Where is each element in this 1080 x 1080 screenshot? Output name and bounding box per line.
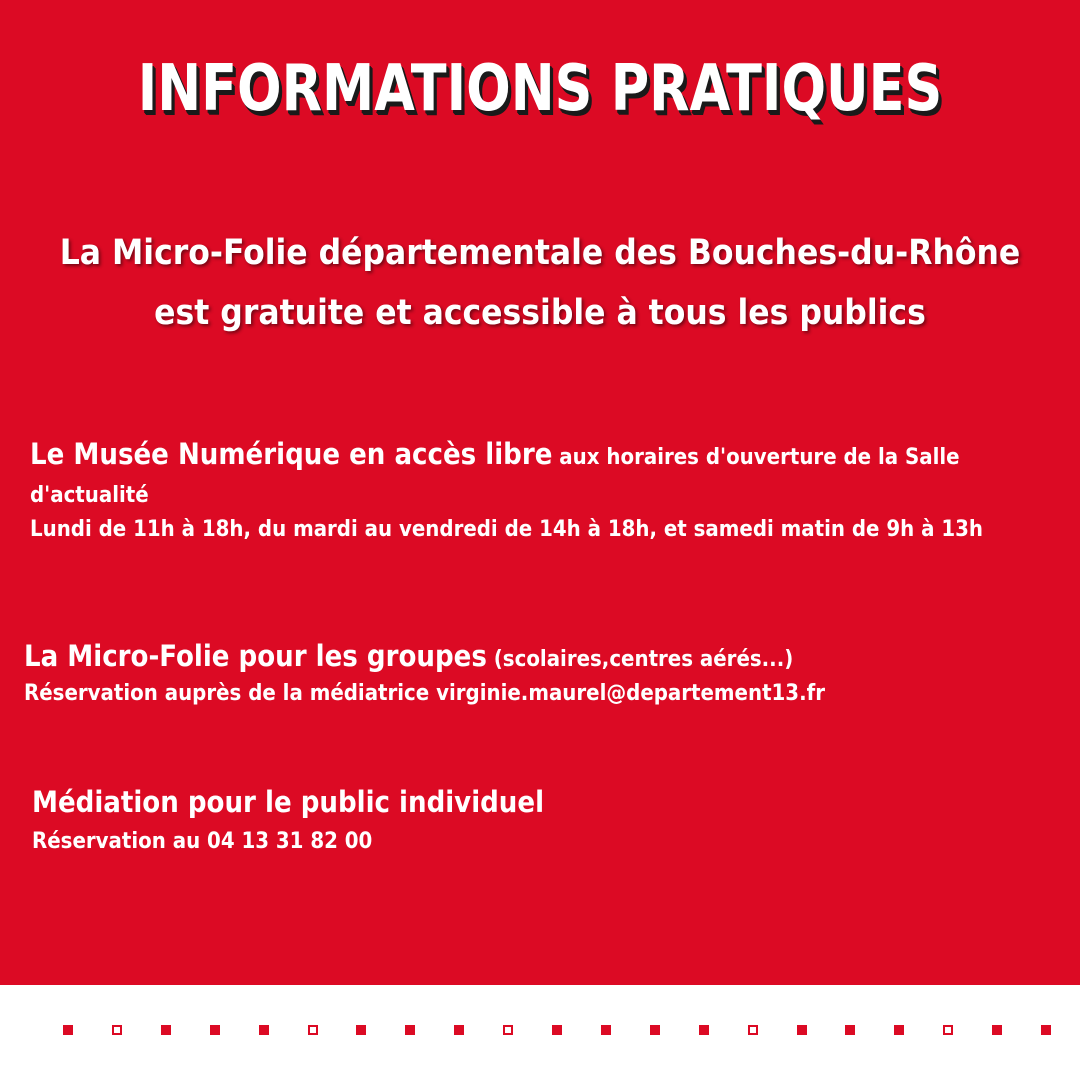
hollow-square-icon	[748, 1025, 758, 1035]
musee-detail-continued: d'actualité	[30, 483, 149, 508]
intro-line-2: est gratuite et accessible à tous les publics	[154, 293, 926, 333]
page-title: INFORMATIONS PRATIQUES	[137, 52, 943, 126]
mediation-heading: Médiation pour le public individuel	[32, 785, 545, 819]
hollow-square-icon	[503, 1025, 513, 1035]
hollow-square-icon	[112, 1025, 122, 1035]
musee-section-heading	[30, 434, 960, 479]
filled-square-icon	[210, 1025, 220, 1035]
filled-square-icon	[63, 1025, 73, 1035]
musee-detail: aux horaires d'ouverture de la Salle	[552, 445, 960, 470]
filled-square-icon	[1041, 1025, 1051, 1035]
intro-line-1: La Micro-Folie départementale des Bouches-du-Rhône	[59, 233, 1021, 273]
filled-square-icon	[454, 1025, 464, 1035]
groupes-heading: La Micro-Folie pour les groupes	[24, 639, 487, 673]
filled-square-icon	[259, 1025, 269, 1035]
filled-square-icon	[699, 1025, 709, 1035]
mediation-reservation: Réservation au 04 13 31 82 00	[32, 829, 373, 854]
hollow-square-icon	[943, 1025, 953, 1035]
groupes-reservation: Réservation auprès de la médiatrice virginie.maurel@departement13.fr	[24, 681, 825, 706]
filled-square-icon	[894, 1025, 904, 1035]
filled-square-icon	[161, 1025, 171, 1035]
groupes-section-heading	[24, 636, 793, 681]
hollow-square-icon	[308, 1025, 318, 1035]
filled-square-icon	[797, 1025, 807, 1035]
musee-heading: Le Musée Numérique en accès libre	[30, 437, 553, 471]
filled-square-icon	[405, 1025, 415, 1035]
filled-square-icon	[845, 1025, 855, 1035]
filled-square-icon	[552, 1025, 562, 1035]
filled-square-icon	[601, 1025, 611, 1035]
filled-square-icon	[356, 1025, 366, 1035]
opening-hours: Lundi de 11h à 18h, du mardi au vendredi de 14h à 18h, et samedi matin de 9h à 13h	[30, 517, 983, 542]
groupes-detail: (scolaires,centres aérés...)	[486, 647, 794, 672]
filled-square-icon	[650, 1025, 660, 1035]
filled-square-icon	[992, 1025, 1002, 1035]
